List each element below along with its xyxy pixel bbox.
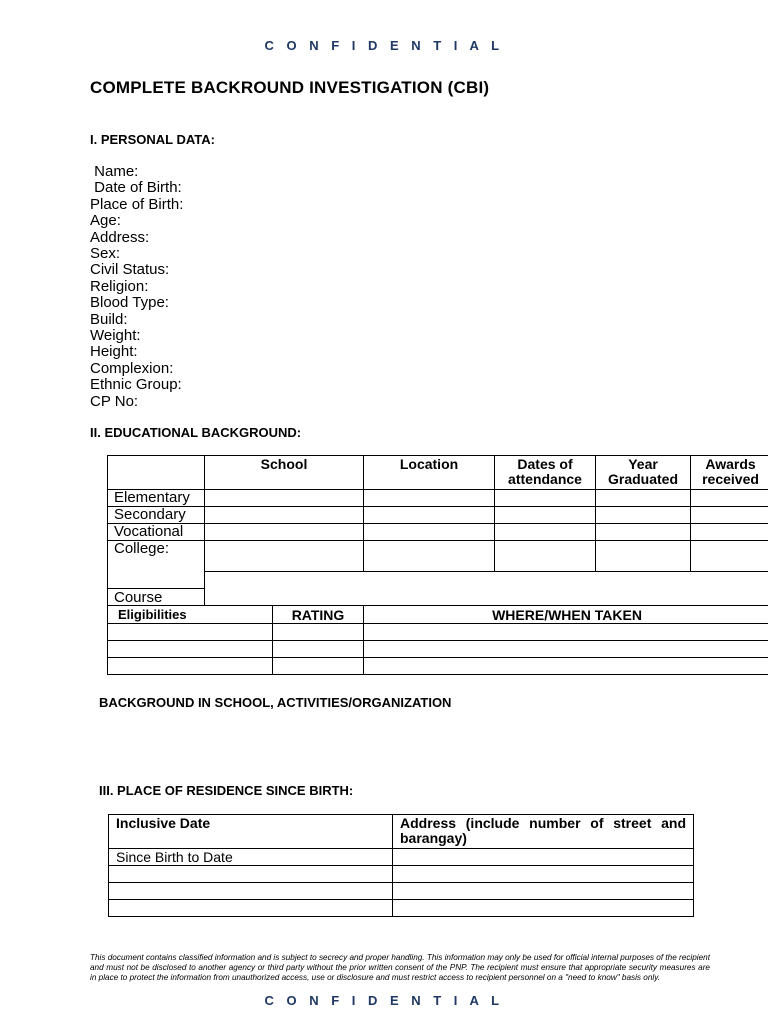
cell[interactable] [108, 624, 273, 641]
education-heading: II. EDUCATIONAL BACKGROUND: [90, 425, 302, 440]
residence-heading: III. PLACE OF RESIDENCE SINCE BIRTH: [99, 783, 354, 798]
cell[interactable] [495, 490, 596, 507]
education-table [107, 455, 768, 675]
cell[interactable] [596, 490, 691, 507]
cell[interactable] [691, 541, 768, 572]
cell[interactable] [364, 624, 768, 641]
cell[interactable] [109, 866, 393, 883]
field-complexion: Complexion: [90, 359, 174, 377]
cell[interactable] [109, 900, 393, 917]
cell[interactable] [109, 883, 393, 900]
col-awards-received: Awards received [691, 456, 768, 490]
field-sex: Sex: [90, 245, 121, 263]
cell[interactable] [273, 624, 364, 641]
cell[interactable] [393, 883, 694, 900]
field-cp-no: CP No: [90, 392, 139, 410]
cell[interactable] [273, 641, 364, 658]
field-date-of-birth: Date of Birth: [90, 179, 182, 197]
cell[interactable] [364, 541, 495, 572]
header-blank [108, 456, 205, 490]
field-age: Age: [90, 212, 121, 230]
field-name: Name: [90, 163, 139, 180]
col-address: Address (include number of street and barangay) [393, 815, 694, 849]
cell[interactable] [393, 849, 694, 866]
row-elementary: Elementary [108, 490, 205, 507]
background-school-heading: BACKGROUND IN SCHOOL, ACTIVITIES/ORGANIZATION [99, 695, 452, 710]
col-year-graduated: Year Graduated [596, 456, 691, 490]
col-dates-of-attendance: Dates of attendance [495, 456, 596, 490]
cell[interactable] [495, 541, 596, 572]
personal-data-heading: I. PERSONAL DATA: [90, 132, 215, 147]
cell[interactable] [596, 524, 691, 541]
confidential-footer: C O N F I D E N T I A L [264, 993, 504, 1008]
col-location: Location [364, 456, 495, 490]
document-title: COMPLETE BACKROUND INVESTIGATION (CBI) [90, 78, 490, 97]
col-inclusive-date: Inclusive Date [109, 815, 393, 849]
row-since-birth: Since Birth to Date [109, 849, 393, 866]
cell[interactable] [364, 524, 495, 541]
field-height: Height: [90, 343, 138, 361]
confidentiality-notice: This document contains classified information and is subject to secrecy and proper handling. This information may only be used for official internal purposes of the recipient and must not be disclosed to another agency or third party without the prior written consent of the PNP. The recipient must ensure that appropriate security measures are in place to protect the information from unauthorized access, use or disclosure and must restrict access to recipient personnel on a "need to know" basis only. [90, 953, 710, 982]
cell[interactable] [393, 900, 694, 917]
field-build: Build: [90, 310, 128, 328]
row-secondary: Secondary [108, 507, 205, 524]
cell[interactable] [691, 524, 768, 541]
cell[interactable] [108, 641, 273, 658]
field-ethnic-group: Ethnic Group: [90, 376, 182, 394]
cell[interactable] [205, 524, 364, 541]
confidential-header: C O N F I D E N T I A L [264, 38, 504, 53]
row-vocational: Vocational [108, 524, 205, 541]
cell[interactable] [596, 541, 691, 572]
cell[interactable] [108, 658, 273, 675]
cell[interactable] [364, 490, 495, 507]
field-weight: Weight: [90, 327, 141, 345]
cell[interactable] [393, 866, 694, 883]
cell[interactable] [364, 507, 495, 524]
cell[interactable] [273, 658, 364, 675]
cell[interactable] [495, 524, 596, 541]
rating-header: RATING [273, 606, 364, 624]
where-when-taken-header: WHERE/WHEN TAKEN [364, 606, 768, 624]
field-civil-status: Civil Status: [90, 261, 170, 279]
cell[interactable] [364, 641, 768, 658]
cell[interactable] [205, 541, 364, 572]
residence-table [108, 814, 694, 917]
field-religion: Religion: [90, 277, 149, 295]
cell[interactable] [364, 658, 768, 675]
col-school: School [205, 456, 364, 490]
personal-data-fields [90, 164, 183, 410]
row-course: Course [108, 589, 205, 606]
field-blood-type: Blood Type: [90, 294, 169, 312]
row-college: College: [108, 541, 205, 589]
eligibilities-label: Eligibilities [108, 606, 273, 624]
cell[interactable] [691, 490, 768, 507]
cell[interactable] [495, 507, 596, 524]
cell[interactable] [205, 490, 364, 507]
field-address: Address: [90, 228, 150, 246]
cell[interactable] [691, 507, 768, 524]
cell[interactable] [205, 507, 364, 524]
field-place-of-birth: Place of Birth: [90, 195, 184, 213]
course-cell[interactable] [205, 572, 768, 606]
cell[interactable] [596, 507, 691, 524]
